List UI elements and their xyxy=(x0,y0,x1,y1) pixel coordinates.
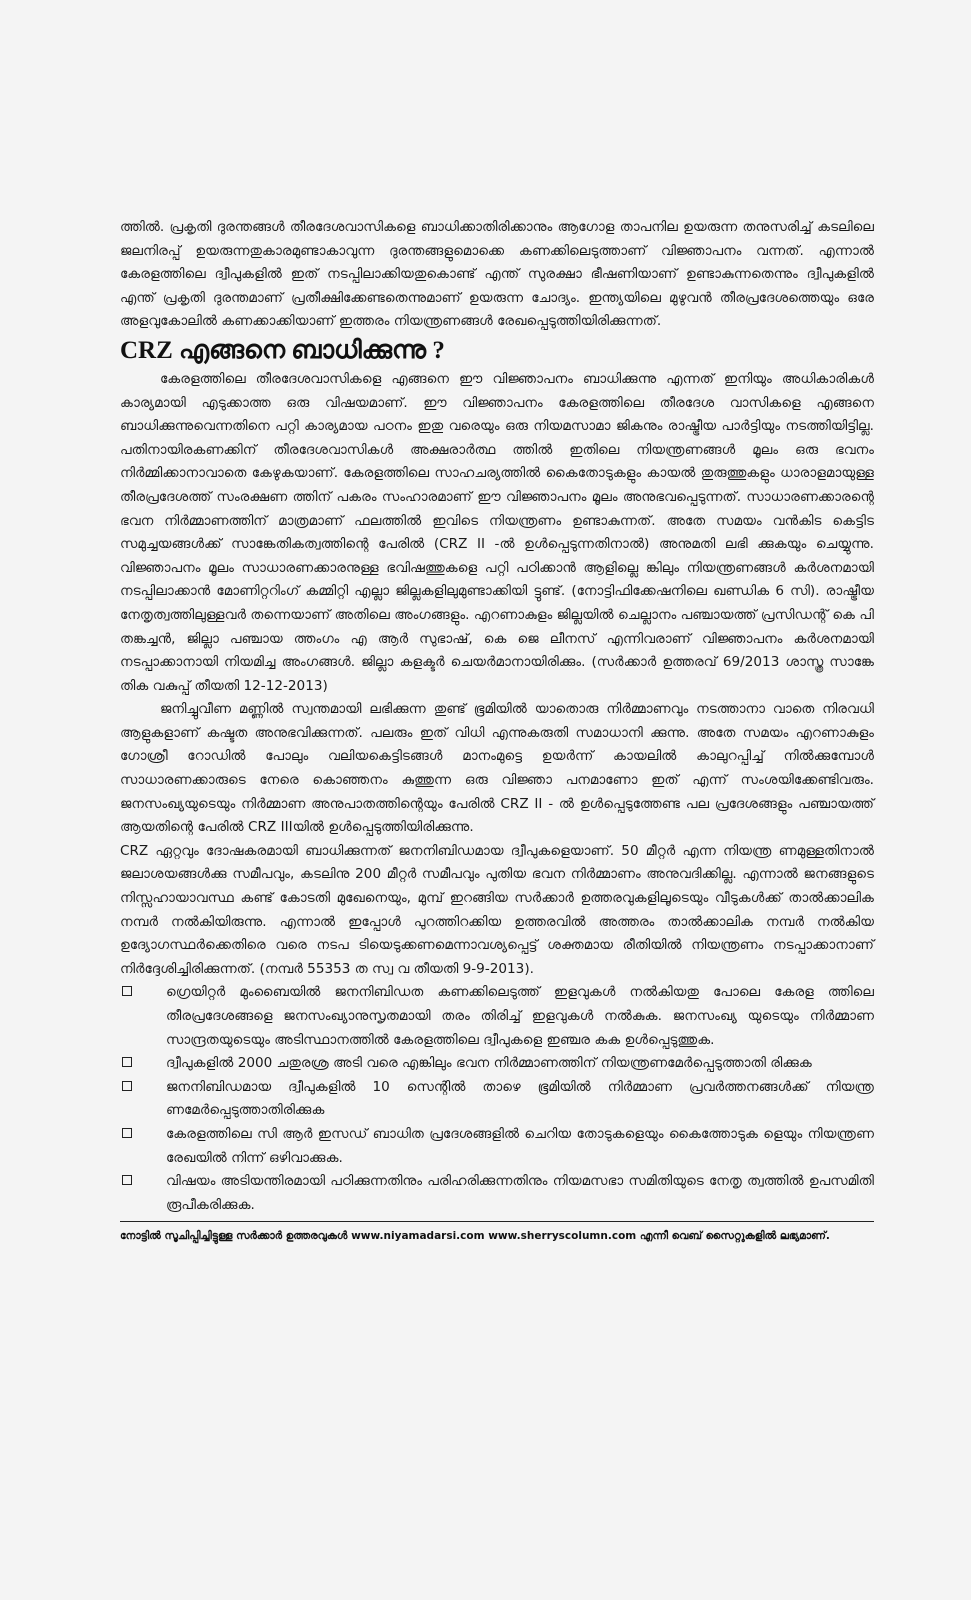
article-body xyxy=(120,216,874,1244)
checkbox-icon xyxy=(122,1128,132,1138)
demand-text: കേരളത്തിലെ സി ആർ ഇസഡ് ബാധിത പ്രദേശങ്ങളിൽ ചെറിയ തോടുകളെയും കൈത്തോടുക ളെയും നിയന്ത്രണ രേഖയിൽ നിന്ന് ഒഴിവാക്കുക. xyxy=(166,1125,874,1166)
section-paragraph-1: കേരളത്തിലെ തീരദേശവാസികളെ എങ്ങനെ ഈ വിജ്ഞാപനം ബാധിക്കുന്നു എന്നത് ഇനിയും അധികാരികൾ കാര്യമായി എടുക്കാത്ത ഒരു വിഷയമാണ്. ഈ വിജ്ഞാപനം കേരളത്തിലെ തീരദേശ വാസികളെ എങ്ങനെ ബാധിക്കുന്നുവെന്നതിനെ പറ്റി കാര്യമായ പഠനം ഇതു വരെയും ഒരു നിയമസാമാ ജികനും രാഷ്ട്രീയ പാർട്ടിയും നടത്തിയിട്ടില്ല. പതിനായിരകണക്കിന് തീരദേശവാസികൾ അക്ഷരാർത്ഥ ത്തിൽ ഇതിലെ നിയന്ത്രണങ്ങൾ മൂലം ഒരു ഭവനം നിർമ്മിക്കാനാവാതെ കേഴുകയാണ്. കേരളത്തിലെ സാഹചര്യത്തിൽ കൈതോടുകളും കായൽ തുരുത്തുകളും ധാരാളമായുള്ള തീരപ്രദേശത്ത് സംരക്ഷണ ത്തിന് പകരം സംഹാരമാണ് ഈ വിജ്ഞാപനം മൂലം അനുഭവപ്പെടുന്നത്. സാധാരണക്കാരന്റെ ഭവന നിർമ്മാണത്തിന് മാത്രമാണ് ഫലത്തിൽ ഇവിടെ നിയന്ത്രണം ഉണ്ടാകുന്നത്. അതേ സമയം വൻകിട കെട്ടിട സമുച്ചയങ്ങൾക്ക് സാങ്കേതികത്വത്തിന്റെ പേരിൽ (CRZ II -ൽ ഉൾപ്പെടുന്നതിനാൽ) അനുമതി ലഭി ക്കുകയും ചെയ്യുന്നു. വിജ്ഞാപനം മൂലം സാധാരണക്കാരനുള്ള ഭവിഷത്തുകളെ പറ്റി പഠിക്കാൻ ആളില്ലെ ങ്കിലും നിയന്ത്രണങ്ങൾ കർശനമായി നടപ്പിലാക്കാൻ മോണിറ്ററിംഗ് കമ്മിറ്റി എല്ലാ ജില്ലകളിലുമുണ്ടാക്കിയി ട്ടുണ്ട്. (നോട്ടിഫിക്കേഷനിലെ ഖണ്ഡിക 6 സി). രാഷ്ട്രീയ നേതൃത്വത്തിലുള്ളവർ തന്നെയാണ് അതിലെ അംഗങ്ങളും. എറണാകുളം ജില്ലയിൽ ചെല്ലാനം പഞ്ചായത്ത് പ്രസിഡന്റ് കെ പി തങ്കച്ചൻ, ജില്ലാ പഞ്ചായ ത്തംഗം എ ആർ സുഭാഷ്, കെ ജെ ലീനസ് എന്നിവരാണ് വിജ്ഞാപനം കർശനമായി നടപ്പാക്കാനായി നിയമിച്ച അംഗങ്ങൾ. ജില്ലാ കളക്ടർ ചെയർമാനായിരിക്കും. (സർക്കാർ ഉത്തരവ് 69/2013 ശാസ്ത്ര സാങ്കേ തിക വകുപ്പ് തീയതി 12-12-2013) xyxy=(120,370,874,694)
demand-item xyxy=(120,1170,874,1217)
checkbox-icon xyxy=(122,1081,132,1091)
footer-divider xyxy=(120,1221,874,1222)
demand-item xyxy=(120,1123,874,1170)
demand-text: ഗ്രെയിറ്റർ മുംബൈയിൽ ജനനിബിഡത കണക്കിലെടുത്ത് ഇളവുകൾ നൽകിയതു പോലെ കേരള ത്തിലെ തീരപ്രദേശങ്ങളെ ജനസംഖ്യാനുസൃതമായി തരം തിരിച്ച് ഇളവുകൾ നൽകുക. ജനസംഖ്യ യുടെയും നിർമ്മാണ സാന്ദ്രതയുടെയും അടിസ്ഥാനത്തിൽ കേരളത്തിലെ ദ്വീപുകളെ ഇഞ്ചര കക ഉൾപ്പെടുത്തുക. xyxy=(166,984,874,1048)
section-paragraph-2: ജനിച്ചുവീണ മണ്ണിൽ സ്വന്തമായി ലഭിക്കുന്ന തുണ്ട് ഭൂമിയിൽ യാതൊരു നിർമ്മാണവും നടത്താനാ വാതെ നിരവധി ആളുകളാണ് കഷ്ടത അനുഭവിക്കുന്നത്. പലരും ഇത് വിധി എന്നുകരുതി സമാധാനി ക്കുന്നു. അതേ സമയം എറണാകുളം ഗോശ്രീ റോഡിൽ പോലും വലിയകെട്ടിടങ്ങൾ മാനംമുട്ടെ ഉയർന്ന് കായലിൽ കാലുറപ്പിച്ച് നിൽക്കുമ്പോൾ സാധാരണക്കാരുടെ നേരെ കൊഞ്ഞനം കുത്തുന്ന ഒരു വിജ്ഞാ പനമാണോ ഇത് എന്ന് സംശയിക്കേണ്ടിവരും. ജനസംഖ്യയുടെയും നിർമ്മാണ അനുപാതത്തിന്റെയും പേരിൽ CRZ II - ൽ ഉൾപ്പെടുത്തേണ്ട പല പ്രദേശങ്ങളും പഞ്ചായത്ത് ആയതിന്റെ പേരിൽ CRZ IIIയിൽ ഉൾപ്പെടുത്തിയിരിക്കുന്നു. xyxy=(120,701,874,836)
checkbox-icon xyxy=(122,1057,132,1067)
demand-text: വിഷയം അടിയന്തിരമായി പഠിക്കുന്നതിനും പരിഹരിക്കുന്നതിനും നിയമസഭാ സമിതിയുടെ നേതൃ ത്വത്തിൽ ഉപസമിതി രൂപീകരിക്കുക. xyxy=(166,1173,874,1213)
section-paragraph-3: CRZ ഏറ്റവും ദോഷകരമായി ബാധിക്കുന്നത് ജനനിബിഡമായ ദ്വീപുകളെയാണ്. 50 മീറ്റർ എന്ന നിയന്ത്ര ണമുള്ളതിനാൽ ജലാശയങ്ങൾക്കു സമീപവും, കടലിനു 200 മീറ്റർ സമീപവും പുതിയ ഭവന നിർമ്മാണം അനുവദിക്കില്ല. എന്നാൽ ജനങ്ങളുടെ നിസ്സഹായാവസ്ഥ കണ്ട് കോടതി മുഖേനെയും, മുമ്പ് ഇറങ്ങിയ സർക്കാർ ഉത്തരവുകളിലൂടെയും വീടുകൾക്ക് താൽക്കാലിക നമ്പർ നൽകിയിരുന്നു. എന്നാൽ ഇപ്പോൾ പുറത്തിറക്കിയ ഉത്തരവിൽ അത്തരം താൽക്കാലിക നമ്പർ നൽകിയ ഉദ്യോഗസ്ഥർക്കെതിരെ വരെ നടപ ടിയെടുക്കണമെന്നാവശ്യപ്പെട്ട് ശക്തമായ രീതിയിൽ നിയന്ത്രണം നടപ്പാക്കാനാണ് നിർദ്ദേശിച്ചിരിക്കുന്നത്. (നമ്പർ 55353 ത സ്വ വ തീയതി 9-9-2013). xyxy=(120,842,874,977)
demand-item xyxy=(120,1052,874,1076)
demands-list xyxy=(120,981,874,1217)
checkbox-icon xyxy=(122,986,132,996)
section-heading: CRZ എങ്ങനെ ബാധിക്കുന്നു ? xyxy=(120,336,445,364)
demand-item xyxy=(120,981,874,1052)
demand-text: ജനനിബിഡമായ ദ്വീപുകളിൽ 10 സെന്റിൽ താഴെ ഭൂമിയിൽ നിർമ്മാണ പ്രവർത്തനങ്ങൾക്ക് നിയന്ത്ര ണമേർപ്പെടുത്താതിരിക്കുക xyxy=(166,1078,874,1119)
checkbox-icon xyxy=(122,1175,132,1185)
intro-paragraph: ത്തിൽ. പ്രകൃതി ദുരന്തങ്ങൾ തീരദേശവാസികളെ ബാധിക്കാതിരിക്കാനും ആഗോള താപനില ഉയരുന്ന തനുസരിച്ച് കടലിലെ ജലനിരപ്പ് ഉയരുന്നതുകാരമുണ്ടാകാവുന്ന ദുരന്തങ്ങളുമൊക്കെ കണക്കിലെടുത്താണ് വിജ്ഞാപനം വന്നത്. എന്നാൽ കേരളത്തിലെ ദ്വീപുകളിൽ ഇത് നടപ്പിലാക്കിയതുകൊണ്ട് എന്ത് സുരക്ഷാ ഭീഷണിയാണ് ഉണ്ടാകുന്നതെന്നും ദ്വീപുകളിൽ എന്ത് പ്രകൃതി ദുരന്തമാണ് പ്രതീക്ഷിക്കേണ്ടതെന്നുമാണ് ഉയരുന്ന ചോദ്യം. ഇന്ത്യയിലെ മുഴുവൻ തീരപ്രദേശത്തെയും ഒരേ അളവുകോലിൽ കണക്കാക്കിയാണ് ഇത്തരം നിയന്ത്രണങ്ങൾ രേഖപ്പെടുത്തിയിരിക്കുന്നത്. xyxy=(120,219,875,330)
footer-note: നോട്ടിൽ സൂചിപ്പിച്ചിട്ടുള്ള സർക്കാർ ഉത്തരവുകൾ www.niyamadarsi.com www.sherryscolumn.com എന്നീ വെബ് സൈറ്റുകളിൽ ലഭ്യമാണ്. xyxy=(120,1230,830,1243)
demand-item xyxy=(120,1076,874,1123)
demand-text: ദ്വീപുകളിൽ 2000 ചതുരശ്ര അടി വരെ എങ്കിലും ഭവന നിർമ്മാണത്തിന് നിയന്ത്രണമേർപ്പെടുത്താതി രിക്കുക xyxy=(166,1055,812,1072)
